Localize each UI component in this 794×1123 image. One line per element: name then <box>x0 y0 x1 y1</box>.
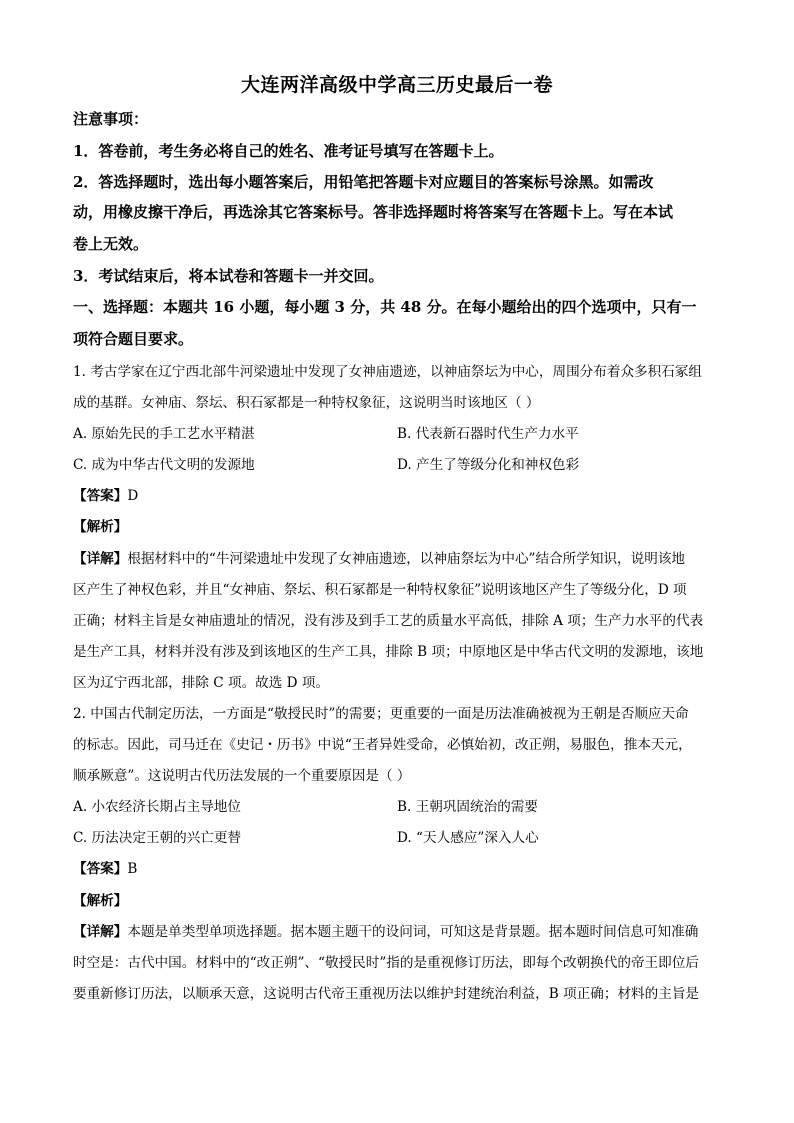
section-1-line-2: 项符合题目要求。 <box>73 330 194 348</box>
q1-detail-line-5: 区为辽宁西北部，排除 C 项。故选 D 项。 <box>73 675 330 691</box>
q2-answer <box>73 857 723 877</box>
q2-option-a: A. 小农经济长期占主导地位 <box>73 799 241 815</box>
q1-option-d: D. 产生了等级分化和神权色彩 <box>397 457 580 473</box>
page-title: 大连两洋高级中学高三历史最后一卷 <box>240 74 553 96</box>
q2-answer-value: B <box>127 861 138 877</box>
q1-option-c: C. 成为中华古代文明的发源地 <box>73 457 255 473</box>
q1-detail-line-2: 区产生了神权色彩，并且“女神庙、祭坛、积石冢都是一种特权象征”说明该地区产生了等级分化，D 项 <box>73 582 687 598</box>
q1-stem-line-2: 成的基群。女神庙、祭坛、积石冢都是一种特权象征，这说明当时该地区（ ） <box>73 395 540 411</box>
notice-item-2-line-1: 2．答选择题时，选出每小题答案后，用铅笔把答题卡对应题目的答案标号涂黑。如需改 <box>73 173 654 191</box>
q2-detail-tag: 【详解】 <box>73 924 128 940</box>
q2-option-c: C. 历法决定王朝的兴亡更替 <box>73 830 242 846</box>
notice-item-3: 3．考试结束后，将本试卷和答题卡一并交回。 <box>73 267 384 285</box>
q1-stem-line-1: 1. 考古学家在辽宁西北部牛河梁遗址中发现了女神庙遗迹，以神庙祭坛为中心，周围分布着众多积石冢组 <box>73 364 703 380</box>
q2-option-b: B. 王朝巩固统治的需要 <box>397 799 538 815</box>
q2-analysis-tag: 【解析】 <box>73 893 128 909</box>
section-1-line-1: 一、选择题：本题共 16 小题，每小题 3 分，共 48 分。在每小题给出的四个选项中，只有一 <box>73 298 697 316</box>
q1-analysis-tag: 【解析】 <box>73 519 128 535</box>
q1-option-a: A. 原始先民的手工艺水平精湛 <box>73 426 255 442</box>
q1-answer-tag: 【答案】 <box>73 488 128 504</box>
q2-stem-line-3: 顺承厥意”。这说明古代历法发展的一个重要原因是（ ） <box>73 768 411 784</box>
q1-detail-tag: 【详解】 <box>73 551 128 567</box>
q2-stem-line-2: 的标志。因此，司马迁在《史记・历书》中说“王者异姓受命，必慎始初，改正朔，易服色，推本天元， <box>73 737 692 753</box>
q2-detail-line-1: 【详解】本题是单类型单项选择题。据本题主题干的设问词，可知这是背景题。据本题时间信息可知准确 <box>73 924 699 940</box>
notice-item-1: 1．答卷前，考生务必将自己的姓名、准考证号填写在答题卡上。 <box>73 142 504 160</box>
q1-detail-line-4: 是生产工具，材料并没有涉及到该地区的生产工具，排除 B 项；中原地区是中华古代文明的发源地，该地 <box>73 644 704 660</box>
q2-answer-tag: 【答案】 <box>73 861 128 877</box>
q2-option-d: D. “天人感应”深入人心 <box>397 830 539 846</box>
notice-heading: 注意事项： <box>73 110 149 128</box>
q1-answer <box>73 484 723 504</box>
q2-detail-line-2: 时空是：古代中国。材料中的“改正朔”、“敬授民时”指的是重视修订历法，即每个改朝换代的帝王即位后 <box>73 955 699 971</box>
q2-detail-line-3: 要重新修订历法，以顺承天意，这说明古代帝王重视历法以维护封建统治利益，B 项正确；材料的主旨是 <box>73 986 700 1002</box>
q1-answer-value: D <box>127 488 139 504</box>
q1-option-b: B. 代表新石器时代生产力水平 <box>397 426 579 442</box>
notice-item-2-line-2: 动，用橡皮擦干净后，再选涂其它答案标号。答非选择题时将答案写在答题卡上。写在本试 <box>73 203 674 221</box>
q1-detail-line-1: 【详解】根据材料中的“牛河梁遗址中发现了女神庙遗迹，以神庙祭坛为中心”结合所学知识，说明该地 <box>73 551 686 567</box>
q1-detail-line-3: 正确；材料主旨是女神庙遗址的情况，没有涉及到手工艺的质量水平高低，排除 A 项；生产力水平的代表 <box>73 613 704 629</box>
q2-stem-line-1: 2. 中国古代制定历法，一方面是“敬授民时”的需要；更重要的一面是历法准确被视为王朝是否顺应天命 <box>73 706 689 722</box>
notice-item-2-line-3: 卷上无效。 <box>73 235 149 253</box>
